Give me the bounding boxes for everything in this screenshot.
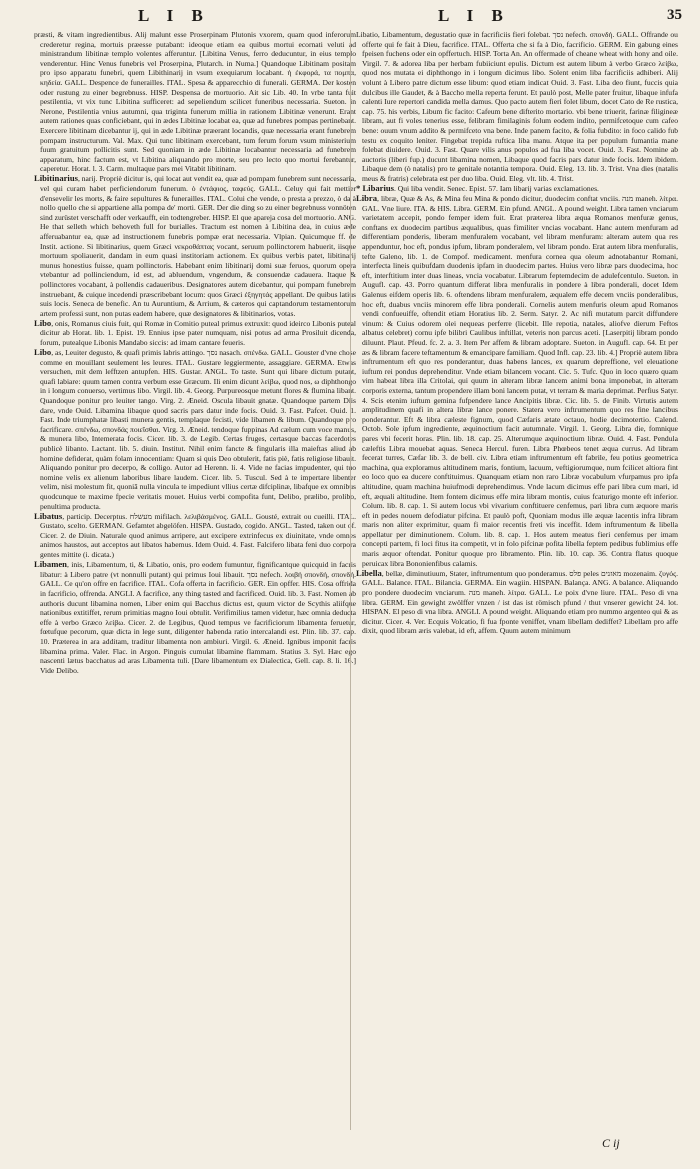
entry-headword: Libatus [34,510,63,521]
entry-headword: Libo [34,347,52,358]
entry-text: , narij. Propriè dicitur is, qui locat aut vendit ea, quæ ad pompam funebrem sunt necessaria, vel qui curam habet perficiendorum funerum. ὁ ἐντάφιος, ταφεύς. GALL. Celuy qui fait mettier d'ensevelir les morts, & faire sepultures & funerailles. ITAL. Colui che vende, o presta a prezzo, ò da à nollo quello che si appartiene alla pompa de' morti. GER. Der die ding so zu einer begrebnuss vonnöten sind zurüstet verschafft oder verkaufft, ein todtengreber. HISP. El que apareja cosa del mortuorio. ANG. He that selleth which behoveth full for burialles. Tractum est nomen à Libitina dea, in cuius æde afferuabantur ea, quæ ad instructionem funebris pompæ erat necessaria. Vlpian. Quicumque ff. de Instit. actione. Si libitinarius, quem Græci νεκροθάπτας vocant, seruum pollinctorem habuerit, iisque mortuum spoliauerit, dandam in eum quasi institoriam actionem. Ex quibus verbis patet, libitinarij munus honestius fuisse, quam pollinctoris. Habebant enim libitinarij domi suæ feruos, quorum opera vtebantur ad pollinciendum, id est, ad abluendum, vngendum, & consuendæ cadauera. Itaque & pollinctores vocabant, à pollendis cadaueribus. Designatores autem dicebantur, qui pompam funebrem instruebant, & cuique incedendi præscribebant locum: quos Græci ἐξηγητάς appellant. De quibus latius suis locis. Seneca de benefic. An tu Auruntium, & Arrium, & cæteros qui captandorum testamentorum artem professi sunt, non putas eadem habere, quæ designatores & libitinarios, votas. [40,174,356,318]
entry-text: præsti, & vitam ingredientibus. Alij malunt esse Proserpinam Plutonis vxorem, quam quod inferorum crederetur regina, mortuis præesse putabant: ideoque etiam ea quibus mortui ecornati veluti ad ministrandum libitinæ templo volentes afferuntur. [Libitina Venus, ferro deducuntur, in eius templo venderentur. Hinc Venus funebris vel Proserpina, Plutarch. in Numa.] Quandoque Libitinam positam pro ipso apparatu funebri, quem Libithinarij in vsum exequiarum locabant. ἡ ἐκφορά, τα πομπα, κηδεία. GALL. Despence de funerailles. ITAL. Spesa & apparecchio di funerali. GERMA. Der kosten oder rustung zu einer begrebnuss. HISP. Despensa de mortuorio. Ait sic Lib. 40. In vrbe tanta fuit pestilentia, vt vix tunc Libitina sufficeret: ad sepeliendum scilicet funeribus necessaria. Sueton. in Nerone, Pestilentia vnius autumni, qua triginta funerum millia in rationem Libitinæ venerunt. Erant autem rationes quas conficiebant, qui in ædes Libitinæ locabat ea, quæ ad funebres pompas pertinebant. Exercere libitinam dicebantur ij, qui in æde Libitinæ præerant locandis, quæ necessaria erant funebrem pompam instructurum. Val. Max. Qui tunc libitinam exercebant, tum ferum forum vsum ministerium fuum gratuitum pollicitis sunt. Sed quoniam in æde Libitinæ locabantur necessaria ad funebrem apparatum, hinc factum est, vt Libitina aliquando pro morte, seu pro lecto quo mortui ferebantur, caperetur. Horat. l. 3. Carm. multaque pars mei Vitabit libitinam. [34,30,356,174]
entry-text: , as, Leuiter degusto, & quafi primis labris attingo. נסך nasach. σπένδω. GALL. Gouster d'vne chose comme en mouillant seulement les leures. ITAL. Gustare leggiermente, assaggiare. GERMA. Etwas versuchen, mit dem lefftzen antupfen. HIS. Gustar. ANGL. To taste. Sunt qui libare dictum putant, quafi labiare: quum tamen contra verbum esse Græcum. Ili enim dicunt λείβω, quod nos, ω diphthongo in i longum conuerso, vertimus libo. Virgil. lib. 4. Georg. Purpureosque metunt flores & flumina libant. Quandoque ponitur pro leuiter tango. Virg. 2. Æneid. Oscula libauit gnatæ. Quandoque partem Diis dare, vnde Ouid. Libamina libaque quod sacris pars datur inde focis. Ouid. 3. Fast. Pafcet. Ouid. 1. Fast. Inde triumphatæ libasti munera gentis, templaque fecisti, vide libamen & libum. Quandoque pro facrificare. σπένδω, σπονδάς ποιεῖσθαι. Virg. 3. Æneid. tendoque fuppinas Ad cælum cum voce manus, & munera libo, Intemerata focis. Cicer. lib. 3. de Legib. Certas fruges, certasque baccas facerdotes publicè libanto. Lactant. lib. 5. diuin. Institut. Nihil enim fancte & fingularis illa maieftas aliud ab homine defiderat, quàm folam innocentiam: Quam si quis Deo obtulerit, fatis piè, fatis religiose libauit. Aliquando ponitur pro decerpo, & colligo. Autor ad Herenn. li. 4. Vide ne facias impudenter, qui tuo nomine velis ex alienum laboribus libare laudem. Cicer. lib. 5. Tuscul. Sed à te impertare libenter velim, nisi molestum fit, quoniā nulla vincula te impediunt vllius certæ difciplinæ, libafque ex omnibus quodcunque te maxime fpecie veritatis mouet. Huius verbi compofita funt, Delibo, prælibo, prolibo, penultima producta. [40,348,356,511]
entry-text: , libræ, Quæ & As, & Mina feu Mina & pondo dicitur, duodecim conftat vnciis. מנה maneh. λίτρα. GAL. Vne liure. ITA. & HIS. Libra. GERM. Ein pfund. ANGL. A pound weight. Libra tamen vnciarum varietatem accepit, pondo femper idem fuit. Erat præterea libra æqua Romanos menfuræ genus, conftans ex duodecim partibus æqualibus, quas fimiliter vncias vocabant. Hanc autem menfuram ad differentiam ponderis, liberam menfuralem vocabant, vel libram menfuram: alteram autem qua res appenduntur, hoc eft, pondus ipfum, libram ponderalem, vel libram pondo. Erat autem libra menfuralis, tefte Galeno, lib. 1. de Compof. medicament. menfura cornea qua oleum adnotabantur Romani, interfecta lineis quibufdam duodenis ipfam in duodecim partes. Huius vero libræ pars duodecima, hoc eft, interftitium inter duas lineas, vncia vocabatur. Librarum feptemdecim de adulefcentulo. Sueton. in Augufl. cap. 43. Porro quantum differat libra menfuralis in pondere à libra ponderali, docet Idem Galenus eifdem operis lib. 6. oftendens libram menfuralem, æqualem effe decem vnciis ponderalibus, hoc eft, duabus vnciis minorem effe libra ponderali. Cornelis autem menfuris oleum apud Romanos vendi confueuiffe, oftendit etiam Horatius lib. 2. Serm. Satyr. 2. Ac nifi mutatum parcit diffundere vinum: & Cuius odorem olei nequeas perferre (licebit. Ille repotia, natales, aliofve dierum Feftos albatus celebret) cornu ipfe bilibri Caulibus inftillat, veteris non parcus aceti. [Laserpitij libram pondo diluunt. Plaut. Pfeud. fc. 2. a. 3. Item Per affem & libram adoptare. Sueton. in Augufl. cap. 64. Et per æs & libram facere teftamentum & emancipare familiam. Quod Infl. cap. 23. lib. 4.] Propriè autem libra inftrumentum eft quo res ponderantur, duas habens lances, ex quarum depreffione, vel eleuatione iuftum rei pondus deprehenditur. Vnde etiam bilancem vocant. Cic. 5. Tufc. Quo in loco quæro quam vim habeat libra illa Critolai, qui quum in alteram libræ lancem animi bona imponebat, in alteram corporis externa, tantum propendere illam boni lancem putat, vt terram & maria deprimat. Perfius Satyr. 4. Scis etenim iuftum gemina fufpendere lance Ancipitis libræ. Cic. lib. 5. de Finib. Virtutis autem amplitudinem quafi in altera libræ lance ponere. Statera vero inftrumentum quo res fine lancibus ponderantur. Eft & libra cæleste fignum, quod Cæfaris ætate octauo, hodie decimotertio. Calend. Octob. Sole ipfum ingrediente, æquinoctium facit autumnale. Virgil. 1. Georg. Libra die, fomnique pares vbi fecerit horas. Plin. lib. 18. cap. 25. Alterumque æquinoctium libræ. Ouid. 4. Fast. Pendula cæleftis Libra mouebat aquas. Seneca Hercul. furen. Libra Phœbeos tenet æqua currus. Ad libram fecerat turres, Cæfar lib. 3. de bell. civ. Libra etiam inftrumentum eft fabrile, feu potius geometrica machina, qua exploramus altitudinem maris, fontium, lacuum, veftigiorumque, num fcilicet altiora fint eo loco quo ea ducere conftituimus. Quanquam etiam non raro Libræ vocabulum vfurpamus pro ipfa altitudine, quam machina huiufmodi deprehendimus. Vnde lacum dicimus effe pari libra cum mari, id eft, æquali altitudine. Item fontem dicimus effe mira libram montis, cuius fcaturigo monte eft inferior. Colum. lib. 8. cap. 1. Si autem locus vbi vivarium conftituere cenfemus, pari libra cum æquore maris eft in pedes nouem defodiatur pifcina. Et paulò poft, Quoniam modus ille æquæ lacentis infra libram maris non aliter exprimitur, quam fi maior recentis freti vis inceffit. Idem inftrumentum & libella appellatur per diminutionem. Colum. lib. 8. cap. 1. Hos autem meatus fieri cenfemus per imam concepti partem, fi loci fitus ita competit, vt in folo pifcinæ pofita libella feptem pedibus fublimius effe maris æquor oftendat. Ponitur quoque pro libramento. Plin. lib. 10. cap. 36. Contra flatus quoque peruicax libra Bononienfibus calamis. [362,194,678,568]
running-head [0,4,700,30]
entry-headword: Libo [34,317,52,328]
running-head-left: L I B [138,6,210,25]
entry-text: , bellæ, diminutiuum, Stater, inftrumentum quo ponderamus. פלס peles מאזנים mozenaim. ζυγός. GALL. Balance. ITAL. Bilancia. GERMA. Ein wagiin. HISPAN. Balança. ANG. A balance. Aliquando pro pondere duodecim vnciarum. מנה maneh. λίτρα. GALL. Le poix d'vne liure. ITAL. Peso di vna libra. GERM. Ein gewight zwölffer vnzen / ist das ist römisch pfund / thut vnserer gewicht 24. lot. HISPAN. El peso di vna libra. ANGLI. A pound weight. Aliquando etiam pro nummo argenteo qui & as dicitur. Cicer. 4. Ver. Ecquis Volcatio, fi fua fponte veniffet, vnam libellam dediffet? Libellam pro affe dixit, quod libram æris valebat, id eft, affem. Quum autem minimum [362,568,678,636]
entry-text: . Qui liba vendit. Senec. Epist. 57. Iam libarij varias exclamationes. [393,184,599,193]
dictionary-entry [34,348,356,511]
dictionary-entry [34,30,356,174]
dictionary-entry [34,319,356,348]
entry-headword: Libamen [34,559,67,570]
page-number: 35 [667,7,682,23]
dictionary-entry [34,560,356,675]
dictionary-entry [356,30,678,184]
entry-text: , particip. Decerptus. מעשלח mifilach. λελιβάσμένος. GALL. Gousté, extrait ou cueilli. ITAL. Gustato, scelto. GERMAN. Gefamtet abgelöfen. HISPA. Gustado, cogido. ANGL. Tasted, taken out of. Cicer. 2. de Diuin. Naturale quod animus arripere, aut excipere extrinfecus ex diuinitate, vnde omnes animos haustos, aut acceptos aut libatos habemus. Idem Ouid. 4. Fast. Falcifero libata feni duo corpora gentes mittite (i. dicata.) [40,511,356,560]
signature-mark: C ij [602,1136,620,1150]
entry-text: , onis, Romanus ciuis fuit, qui Romæ in Comitio puteal primus extruxit: quod ideirco Libonis puteal dicitur ab Horat. lib. 1. Epist. 19. Ennius ipse pater numquam, nisi potus ad arma Prosiluit dicenda, forum, putealque Libonis Mandabo siccis: ad imam cantare feueris. [40,318,356,347]
entry-headword: Libra [356,193,378,204]
entry-text: Libatio, Libamentum, degustatio quæ in facrificiis fieri folebat. נסך nefech. σπονδή. GALL. Offrande ou offerte qui fe fait à Dieu, facrifice. ITAL. Offerta che si fa à Dio, facrificio. GERM. Ein gabung eines fpeisen fuchens oder ein opffertuch. HISP. Torta An. An offermade of cheane wheat with hony and oile. Virgil. 7. & adorea liba per herbam fubiiciunt epulis. Dictum est autem libum à verbo Græco λείβω, quod nos mutata ei diphthongo in i longum dicimus libo. Solent enim liba facrificiis adhiberi. Alij volunt à Libero patre dictum esse libum: quod etiam indicat Ouid. 3. Fast. Liba deo fiunt, fuccis quia dulcibus ille Gaudet, & à Baccho mella reperta ferunt. Et paulò post, Melle pater fruitur, libaque infufa calenti Iure repertori candida mella damus. Quo pacto autem fieri folet libum, docet Cato de Re rustica, cap. 75. his verbis, Libum fic facito: Cafeum bene difterito mortario. vbi bene triuerit, farinæ filigineæ libram, aut fi voles tenerius esse, felibram fimilaginis folum eodem indito, permifcetoque cum cafeo bene: ouum vnum addito & permifceto vna bene. Inde panem facito, & folia fubdito: in foco calido fub testu ex coquito leniter. Fingebat trepida ruftica liba manu. Atque ita per populum fumantia mane folebat diuidere. Ouid. 3. Fast. Quare vilis anus populos ad fua liba vocet. Ouid. 3. Fast. Nomine ab auctoris (liberi fup.) ducunt libamina nomen, Libaque quod facris pars datur inde focis. Idem ibidem. Libaque dem (ò natalis) pro te genitale notantia tempora. Ouid. Eleg. 13. lib. 3. Trist. Vna dies (natalis meus & fratris) celebrata est per duo liba. Ouid. Eleg. vlt. lib. 4. Trist. [356,30,678,183]
running-head-right: L I B [438,6,510,25]
dictionary-entry [356,184,678,194]
entry-headword: Libitinarius [34,173,78,184]
left-column [34,30,356,1135]
dictionary-entry [356,194,678,568]
column-divider [350,30,351,1130]
entry-headword: * Libarius [356,183,394,193]
entry-headword: Libella [356,567,382,578]
right-column [356,30,678,1135]
entry-text: , inis, Libamentum, ti, & Libatio, onis, pro eodem fumuntur, fignificantque quicquid in facris libatur: à Libero patre (vt nonnulli putant) qui primus Ioui libauit. נסך nefech. λοιβή σπονδή, σπονδή. GALL. Ce qu'on offre en facrifice. ITAL. Cofa offerta in facrificio. GER. Ein opffer. HIS. Cosa offrida in facrificio, offrenda. ANGLI. A facrifice, any thing tasted and facrificed. Ouid. lib. 3. Fast. Nomen ab authoris ducunt libamina nomen, Liber enim qui Bacchus dictus est, quum victor de Scythis aliifque nationibus extitiffet, rerum primitias magno Ioui obtulit. Verifimilius tamen videtur, hæc omnia deducta effe à verbo Græco λείβω. Cicer. 2. de Legibus, Quod tempus ve facrificiorum libamenta feruetur, fœtufque pecorum, quæ dicta in lege sunt, diligenter habenda ratio intercalandi est. Plin. lib. 37. cap. 10. Præterea in ara additam, traditur libamenta non ambiuri. Virgil. 6. Æneid. Ignibus imponit facris libamina prima. Valer. Flac. in Argon. Pinguis cumulat libamine flammam. Statius 3. Syl. Hæc ego nascenti lætus bacchatus ad aras Libamenta tuli. [Dare libamentum ex Dialectica, Gell. cap. 8. li. 16.] Vide Delibo. [40,560,356,675]
dictionary-entry [356,569,678,636]
dictionary-entry [34,512,356,560]
dictionary-entry [34,174,356,318]
